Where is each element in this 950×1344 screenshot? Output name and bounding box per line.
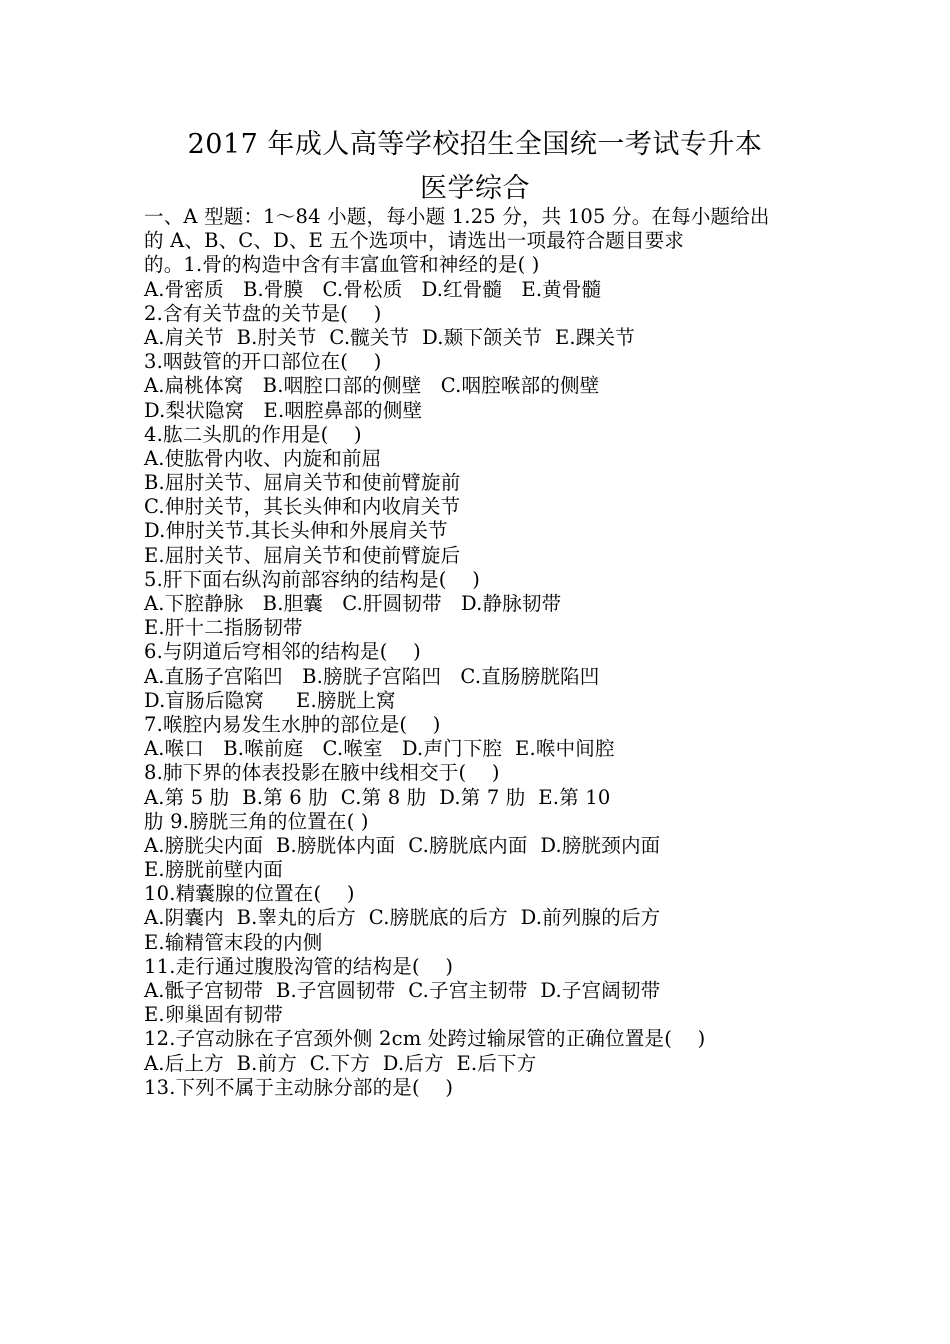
options-line: A.骶子宫韧带 B.子宫圆韧带 C.子宫主韧带 D.子宫阔韧带 — [144, 979, 661, 1002]
options-line: A.肩关节 B.肘关节 C.髋关节 D.颞下颌关节 E.踝关节 — [144, 325, 635, 349]
document-subtitle: 医学综合 — [420, 173, 530, 204]
options-line: E.卵巢固有韧带 — [144, 1003, 284, 1027]
question-line: 3.咽鼓管的开口部位在( ) — [144, 350, 382, 374]
options-line: E.肝十二指肠韧带 — [144, 616, 303, 640]
question-line: 12.子宫动脉在子宫颈外侧 2cm 处跨过输尿管的正确位置是( ) — [144, 1027, 706, 1051]
question-line: 5.肝下面右纵沟前部容纳的结构是( ) — [144, 567, 481, 591]
options-line: A.直肠子宫陷凹 B.膀胱子宫陷凹 C.直肠膀胱陷凹 — [144, 664, 600, 688]
options-line: A.第 5 肋 B.第 6 肋 C.第 8 肋 D.第 7 肋 E.第 10 — [144, 785, 611, 809]
options-line: B.屈肘关节、屈肩关节和使前臂旋前 — [144, 471, 461, 495]
options-line: A.骨密质 B.骨膜 C.骨松质 D.红骨髓 E.黄骨髓 — [144, 277, 602, 301]
options-line: A.喉口 B.喉前庭 C.喉室 D.声门下腔 E.喉中间腔 — [144, 737, 615, 761]
options-line: E.膀胱前壁内面 — [144, 858, 284, 882]
options-line: A.扁桃体窝 B.咽腔口部的侧壁 C.咽腔喉部的侧壁 — [144, 374, 600, 398]
question-line: 7.喉腔内易发生水肿的部位是( ) — [144, 712, 441, 736]
question-line: 13.下列不属于主动脉分部的是( ) — [144, 1075, 454, 1099]
options-line: A.后上方 B.前方 C.下方 D.后方 E.后下方 — [144, 1051, 537, 1075]
options-line: D.盲肠后隐窝 E.膀胱上窝 — [144, 688, 396, 712]
options-line: E.屈肘关节、屈肩关节和使前臂旋后 — [144, 543, 461, 567]
options-line: A.下腔静脉 B.胆囊 C.肝圆韧带 D.静脉韧带 — [144, 592, 562, 615]
options-line: E.输精管末段的内侧 — [144, 930, 323, 954]
options-line: A.膀胱尖内面 B.膀胱体内面 C.膀胱底内面 D.膀胱颈内面 — [144, 833, 661, 857]
question-line: 6.与阴道后穹相邻的结构是( ) — [144, 640, 421, 664]
section-instruction-line: 一、A 型题：1～84 小题，每小题 1.25 分，共 105 分。在每小题给出 — [144, 205, 770, 228]
question-line: 肋 9.膀胱三角的位置在( ) — [144, 809, 369, 833]
question-body — [144, 205, 844, 1100]
question-line: 10.精囊腺的位置在( ) — [144, 882, 355, 906]
question-line: 2.含有关节盘的关节是( ) — [144, 301, 382, 325]
options-line: C.伸肘关节，其长头伸和内收肩关节 — [144, 495, 461, 519]
question-line: 4.肱二头肌的作用是( ) — [144, 422, 362, 446]
document-title: 2017 年成人高等学校招生全国统一考试专升本 — [187, 129, 763, 160]
options-line: A.阴囊内 B.睾丸的后方 C.膀胱底的后方 D.前列腺的后方 — [144, 906, 661, 930]
question-line: 11.走行通过腹股沟管的结构是( ) — [144, 954, 454, 978]
options-line: A.使肱骨内收、内旋和前屈 — [144, 446, 382, 470]
question-line: 的。1.骨的构造中含有丰富血管和神经的是( ) — [144, 253, 540, 277]
options-line: D.梨状隐窝 E.咽腔鼻部的侧壁 — [144, 398, 423, 422]
question-line: 8.肺下界的体表投影在腋中线相交于( ) — [144, 761, 500, 785]
options-line: D.伸肘关节.其长头伸和外展肩关节 — [144, 519, 448, 543]
section-instruction-line: 的 A、B、C、D、E 五个选项中，请选出一项最符合题目要求 — [144, 229, 685, 253]
